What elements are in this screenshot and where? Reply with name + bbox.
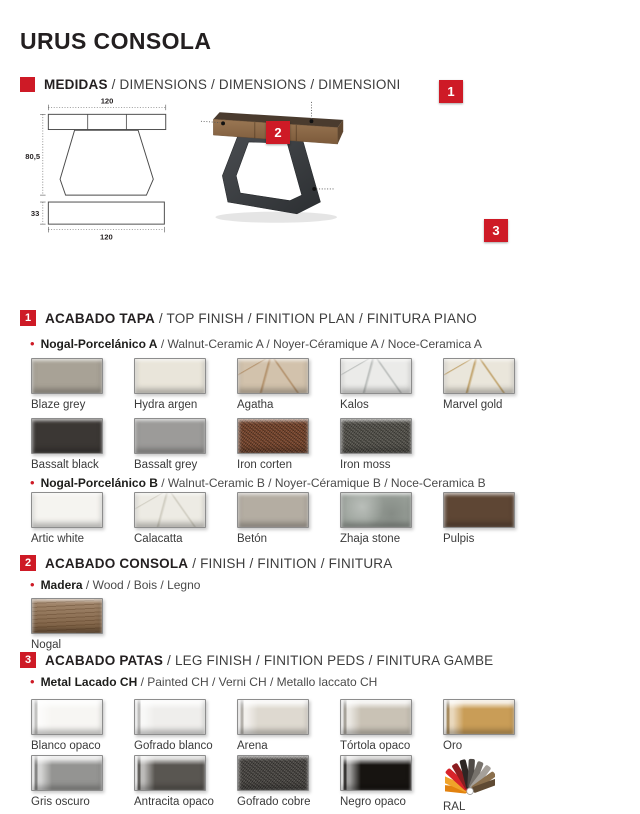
swatch-row-tapa-a2 [31, 418, 443, 471]
group-porcelanico-a-header [30, 336, 482, 351]
swatch-label: Nogal [31, 639, 62, 651]
group-a-name-bold: Nogal-Porcelánico A [40, 337, 158, 351]
swatch-label: Artic white [31, 533, 85, 545]
section-consola-title-rest: / FINISH / FINITION / FINITURA [188, 555, 393, 571]
bullet-dot-icon: • [30, 475, 35, 490]
swatch-row-patas-2 [31, 755, 546, 813]
swatch-chip [443, 358, 515, 394]
group-metal-name-bold: Metal Lacado CH [40, 675, 138, 689]
callout-badge-2: 2 [266, 121, 290, 144]
callout-badge-3: 3 [484, 219, 508, 242]
swatch-iron-moss [340, 418, 443, 471]
group-metal-name-rest: / Painted CH / Verni CH / Metallo laccato CH [137, 675, 378, 689]
swatch-chip [340, 492, 412, 528]
swatch-oro [443, 699, 546, 752]
swatch-bet-n [237, 492, 340, 545]
swatch-chip [31, 358, 103, 394]
swatch-label: Pulpis [443, 533, 475, 545]
section-tapa-header [20, 310, 477, 326]
swatch-chip [237, 699, 309, 735]
swatch-chip [134, 699, 206, 735]
swatch-chip [31, 699, 103, 735]
dim-height: 80,5 [25, 152, 41, 162]
dimension-drawing [0, 95, 640, 307]
swatch-label: Zhaja stone [340, 533, 401, 545]
red-square-icon [20, 77, 35, 92]
group-b-name-bold: Nogal-Porcelánico B [40, 476, 158, 490]
group-a-name-rest: / Walnut-Ceramic A / Noyer-Céramique A / Noce-Ceramica A [157, 337, 482, 351]
section-patas-title [45, 653, 493, 668]
group-madera-name-bold: Madera [40, 578, 83, 592]
section-number-badge: 3 [20, 652, 36, 668]
swatch-bassalt-grey [134, 418, 237, 471]
swatch-label: Bassalt grey [134, 459, 198, 471]
swatch-chip [31, 418, 103, 454]
swatch-ral [443, 755, 546, 813]
swatch-chip [340, 699, 412, 735]
group-porcelanico-b-header [30, 475, 486, 490]
swatch-hydra-argen [134, 358, 237, 411]
section-consola-title [45, 556, 392, 571]
swatch-label: RAL [443, 801, 466, 813]
swatch-label: Iron corten [237, 459, 292, 471]
swatch-row-tapa-b1 [31, 492, 546, 545]
swatch-label: Agatha [237, 399, 274, 411]
section-tapa-title [45, 311, 477, 326]
swatch-label: Blaze grey [31, 399, 86, 411]
swatch-chip [31, 598, 103, 634]
dim-depth: 33 [30, 208, 40, 218]
swatch-label: Calacatta [134, 533, 183, 545]
swatch-iron-corten [237, 418, 340, 471]
swatch-negro-opaco [340, 755, 443, 813]
swatch-chip [443, 699, 515, 735]
swatch-blaze-grey [31, 358, 134, 411]
swatch-label: Gris oscuro [31, 796, 90, 808]
group-metal-header [30, 674, 377, 689]
medidas-title [44, 77, 401, 92]
swatch-label: Hydra argen [134, 399, 198, 411]
swatch-label: Marvel gold [443, 399, 503, 411]
section-patas-header [20, 652, 493, 668]
bullet-dot-icon: • [30, 674, 35, 689]
section-patas-title-rest: / LEG FINISH / FINITION PEDS / FINITURA GAMBE [163, 652, 494, 668]
section-consola-title-bold: ACABADO CONSOLA [45, 555, 189, 571]
section-tapa-title-rest: / TOP FINISH / FINITION PLAN / FINITURA PIANO [154, 310, 477, 326]
swatch-chip [134, 358, 206, 394]
swatch-calacatta [134, 492, 237, 545]
page-title: URUS CONSOLA [20, 28, 212, 54]
swatch-kalos [340, 358, 443, 411]
swatch-row-tapa-a1 [31, 358, 546, 411]
swatch-t-rtola-opaco [340, 699, 443, 752]
swatch-chip [340, 755, 412, 791]
swatch-chip [237, 418, 309, 454]
dim-bottom-width: 120 [100, 232, 113, 242]
swatch-label: Blanco opaco [31, 740, 101, 752]
swatch-chip [443, 492, 515, 528]
group-b-name-rest: / Walnut-Ceramic B / Noyer-Céramique B / Noce-Ceramica B [157, 476, 486, 490]
swatch-chip [237, 755, 309, 791]
medidas-title-rest: / DIMENSIONS / DIMENSIONS / DIMENSIONI [107, 77, 401, 92]
medidas-header [20, 77, 401, 92]
swatch-agatha [237, 358, 340, 411]
swatch-label: Gofrado cobre [237, 796, 311, 808]
swatch-label: Betón [237, 533, 268, 545]
section-number-badge: 2 [20, 555, 36, 571]
group-madera-name-rest: / Wood / Bois / Legno [82, 578, 201, 592]
section-tapa-title-bold: ACABADO TAPA [45, 310, 155, 326]
swatch-pulpis [443, 492, 546, 545]
swatch-chip [237, 492, 309, 528]
swatch-zhaja-stone [340, 492, 443, 545]
swatch-label: Kalos [340, 399, 369, 411]
swatch-chip [31, 492, 103, 528]
swatch-label: Negro opaco [340, 796, 406, 808]
swatch-bassalt-black [31, 418, 134, 471]
swatch-gris-oscuro [31, 755, 134, 813]
swatch-chip [134, 492, 206, 528]
group-madera-header [30, 577, 200, 592]
bullet-dot-icon: • [30, 577, 35, 592]
swatch-marvel-gold [443, 358, 546, 411]
swatch-label: Bassalt black [31, 459, 99, 471]
swatch-chip [134, 755, 206, 791]
swatch-label: Oro [443, 740, 463, 752]
swatch-chip [340, 358, 412, 394]
medidas-title-bold: MEDIDAS [44, 77, 108, 92]
swatch-chip [237, 358, 309, 394]
bullet-dot-icon: • [30, 336, 35, 351]
swatch-label: Arena [237, 740, 268, 752]
section-patas-title-bold: ACABADO PATAS [45, 652, 164, 668]
swatch-row-consola [31, 598, 134, 651]
swatch-chip [340, 418, 412, 454]
dim-top-width: 120 [100, 96, 114, 106]
swatch-nogal [31, 598, 134, 651]
section-number-badge: 1 [20, 310, 36, 326]
swatch-label: Antracita opaco [134, 796, 214, 808]
swatch-label: Iron moss [340, 459, 391, 471]
swatch-label: Tórtola opaco [340, 740, 411, 752]
ral-fan-icon [445, 755, 495, 796]
swatch-artic-white [31, 492, 134, 545]
swatch-gofrado-blanco [134, 699, 237, 752]
swatch-blanco-opaco [31, 699, 134, 752]
swatch-label: Gofrado blanco [134, 740, 213, 752]
swatch-chip [134, 418, 206, 454]
callout-badge-1: 1 [439, 80, 463, 103]
section-consola-header [20, 555, 392, 571]
swatch-antracita-opaco [134, 755, 237, 813]
swatch-arena [237, 699, 340, 752]
swatch-row-patas-1 [31, 699, 546, 752]
swatch-chip [31, 755, 103, 791]
swatch-gofrado-cobre [237, 755, 340, 813]
